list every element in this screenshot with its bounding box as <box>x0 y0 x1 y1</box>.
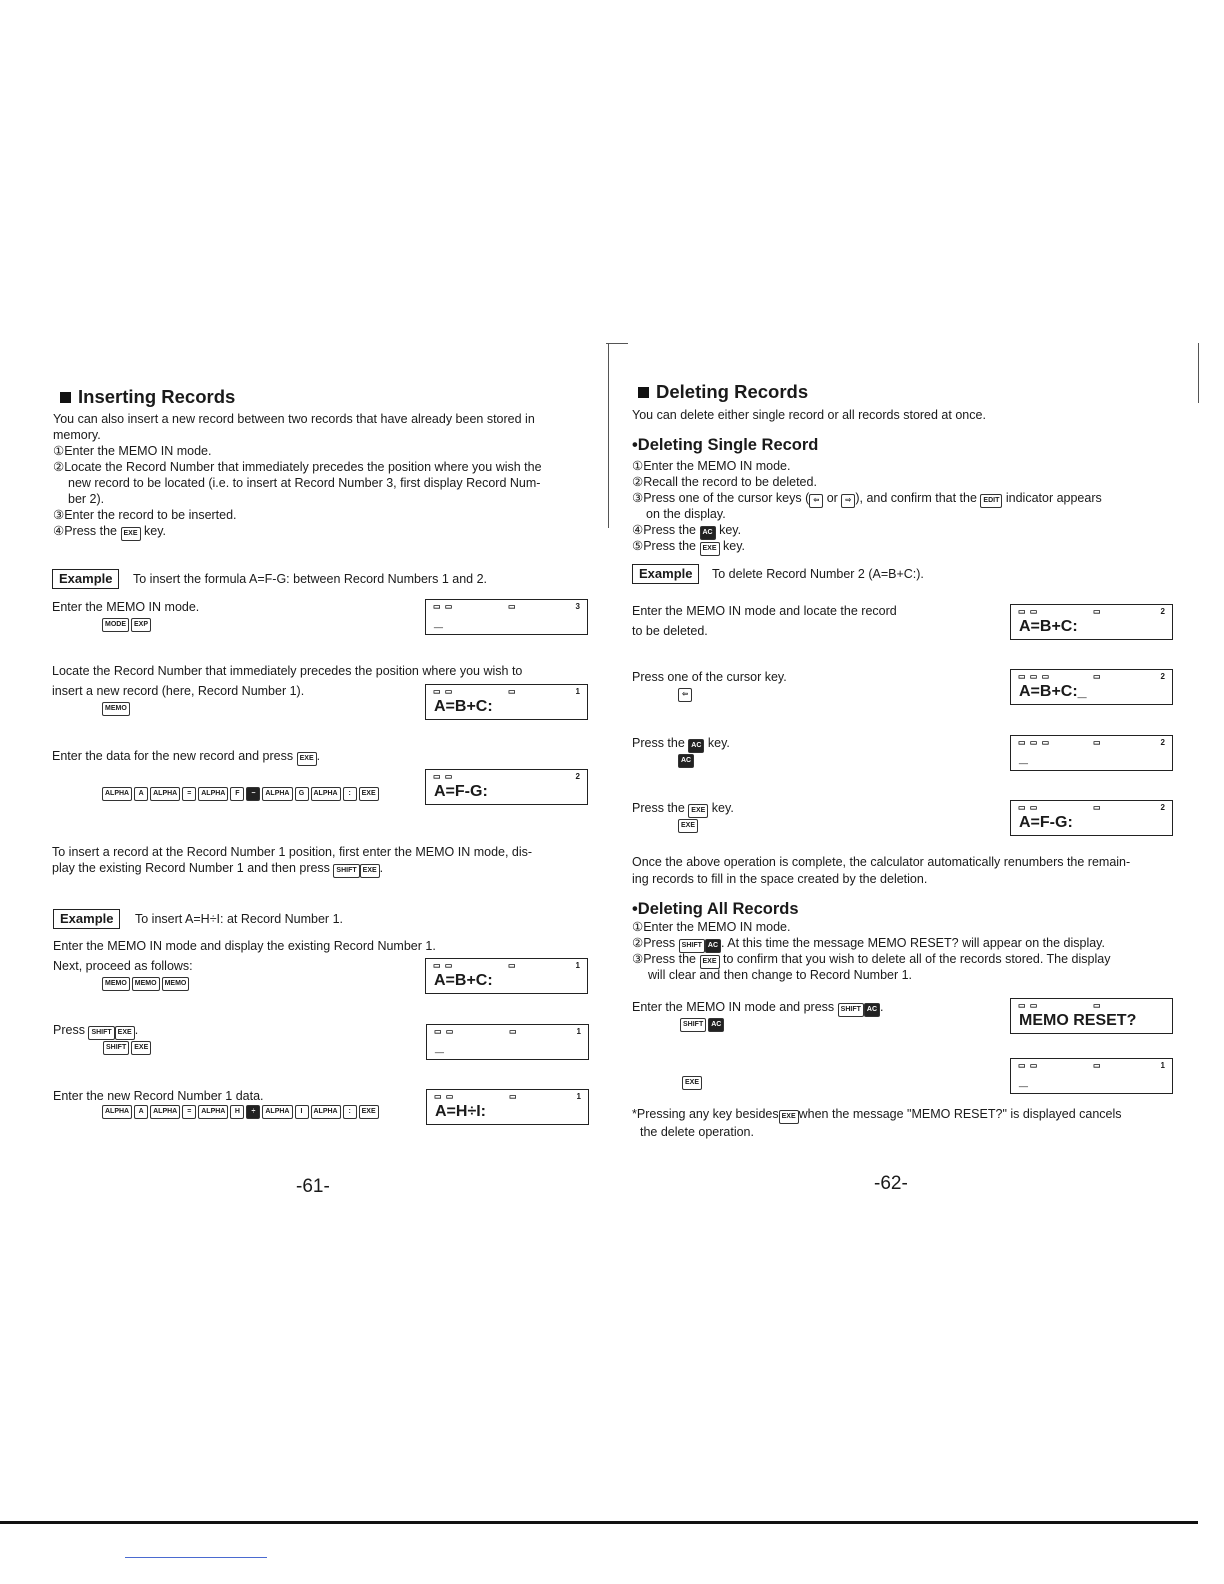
shift-key-icon: SHIFT <box>88 1026 114 1040</box>
alpha-key-icon: ALPHA <box>102 1105 132 1119</box>
exe-key-icon: EXE <box>121 527 141 541</box>
memo-key-icon: MEMO <box>102 977 130 991</box>
ex1-note-line-2: play the existing Record Number 1 and then press SHIFT EXE . <box>52 860 383 878</box>
all-step-3-text: ③Press the <box>632 952 697 966</box>
equals-key-icon: = <box>182 787 196 801</box>
memo-key-icon: MEMO <box>102 702 130 716</box>
equals-key-icon: = <box>182 1105 196 1119</box>
ex2-step-4-keys <box>102 1105 379 1119</box>
lcd-main-text: A=H÷I: <box>435 1103 487 1120</box>
ex3-step-4 <box>632 800 734 818</box>
right-page <box>612 0 1224 1584</box>
page-number-left: -61- <box>296 1176 330 1197</box>
ex1-step-2-line-2: insert a new record (here, Record Number 1). <box>52 684 305 698</box>
lcd-indicators: ▭ ▭ <box>1018 607 1039 616</box>
ex2-step-3: Press SHIFT EXE . <box>53 1022 138 1040</box>
cursor-left-key-icon: ⇦ <box>809 494 823 508</box>
example-3-caption: To delete Record Number 2 (A=B+C:). <box>712 567 924 581</box>
step-4 <box>53 523 166 541</box>
example-2-caption: To insert A=H÷I: at Record Number 1. <box>135 912 343 926</box>
lcd-display-5 <box>426 1024 589 1060</box>
lcd-indicators: ▭ ▭ <box>1018 1061 1039 1070</box>
h-key-icon: H <box>230 1105 244 1119</box>
renumber-note-line-1: Once the above operation is complete, the calculator automatically renumbers the remain- <box>632 855 1131 869</box>
g-key-icon: G <box>295 787 309 801</box>
renumber-note-line-2: ing records to fill in the space created by the deletion. <box>632 872 928 886</box>
exe-key-icon: EXE <box>682 1076 702 1090</box>
lcd-indicators: ▭ ▭ <box>1018 803 1039 812</box>
mode-key-icon: MODE <box>102 618 129 632</box>
exe-key-icon: EXE <box>359 1105 379 1119</box>
lcd-indicators: ▭ ▭ <box>433 961 454 970</box>
ex3-step-1-line-2: to be deleted. <box>632 624 708 638</box>
alpha-key-icon: ALPHA <box>198 1105 228 1119</box>
lcd-record-number: 2 <box>1160 803 1165 812</box>
lcd-main-text: A=F-G: <box>434 783 488 800</box>
lcd-indicators: ▭ ▭ <box>434 1027 455 1036</box>
lcd-record-number: 1 <box>575 961 580 970</box>
lcd-record-indicator: ▭ <box>508 602 516 611</box>
shift-key-icon: SHIFT <box>680 1018 706 1032</box>
exe-key-icon: EXE <box>297 752 317 766</box>
ex2-step-3-text: Press <box>53 1023 85 1037</box>
exe-key-icon: EXE <box>779 1110 799 1124</box>
lcd-display-1 <box>425 599 588 635</box>
single-step-2: ②Recall the record to be deleted. <box>632 475 817 489</box>
step-2-line-2: new record to be located (i.e. to insert at Record Number 3, first display Record Num- <box>68 476 541 490</box>
lcd-main-text: MEMO RESET? <box>1019 1012 1137 1029</box>
shift-key-icon: SHIFT <box>103 1041 129 1055</box>
ex2-step-4: Enter the new Record Number 1 data. <box>53 1089 264 1103</box>
alpha-key-icon: ALPHA <box>262 787 292 801</box>
intro-line-1: You can also insert a new record between two records that have already been stored in <box>53 412 535 426</box>
colon-key-icon: : <box>343 787 357 801</box>
left-page <box>0 0 605 1584</box>
alpha-key-icon: ALPHA <box>311 787 341 801</box>
example-1-label: Example <box>52 569 119 589</box>
edit-indicator-icon: EDIT <box>980 494 1002 508</box>
ex3-step-2-keys <box>678 688 692 702</box>
lcd-indicators: ▭ ▭ <box>433 687 454 696</box>
single-step-5-text: ⑤Press the <box>632 539 697 553</box>
all-step-2-text: ②Press <box>632 936 676 950</box>
all-ex-step-1-keys <box>680 1018 724 1032</box>
ex3-step-3-text: Press the <box>632 736 685 750</box>
shift-key-icon: SHIFT <box>838 1003 864 1017</box>
divide-key-icon: ÷ <box>246 1105 260 1119</box>
lcd-display-12 <box>1010 1058 1173 1094</box>
lcd-record-number: 1 <box>576 1092 581 1101</box>
colon-key-icon: : <box>343 1105 357 1119</box>
lcd-record-indicator: ▭ <box>1093 1061 1101 1070</box>
key-word: key. <box>723 539 745 553</box>
ac-key-icon: AC <box>678 754 694 768</box>
ex1-note-line-1: To insert a record at the Record Number 1 position, first enter the MEMO IN mode, dis- <box>52 845 533 859</box>
step-4-text: ④Press the <box>53 524 118 538</box>
minus-key-icon: − <box>246 787 260 801</box>
lcd-record-indicator: ▭ <box>1093 607 1101 616</box>
bottom-blue-line <box>125 1557 267 1558</box>
memo-key-icon: MEMO <box>132 977 160 991</box>
exe-key-icon: EXE <box>700 955 720 969</box>
all-step-3-text-b: to confirm that you wish to delete all of the records stored. The display <box>723 952 1111 966</box>
alpha-key-icon: ALPHA <box>150 787 180 801</box>
exe-key-icon: EXE <box>678 819 698 833</box>
ex2-step-3-keys <box>103 1041 151 1055</box>
single-step-3-line-2: on the display. <box>646 507 726 521</box>
lcd-indicators: ▭ ▭ <box>433 602 454 611</box>
section-title-inserting: Inserting Records <box>60 386 235 408</box>
exe-key-icon: EXE <box>360 864 380 878</box>
lcd-display-9 <box>1010 735 1173 771</box>
lcd-record-indicator: ▭ <box>1093 803 1101 812</box>
ex1-step-1-keys <box>102 618 151 632</box>
all-ex-step-1: Enter the MEMO IN mode and press SHIFT AC . <box>632 999 884 1017</box>
ac-key-icon: AC <box>688 739 704 753</box>
single-step-5 <box>632 538 745 556</box>
exe-key-icon: EXE <box>131 1041 151 1055</box>
ex2-step-2: Next, proceed as follows: <box>53 959 193 973</box>
single-step-3-text-c: indicator appears <box>1005 491 1102 505</box>
exe-key-icon: EXE <box>700 542 720 556</box>
example-3-label: Example <box>632 564 699 584</box>
all-step-1: ①Enter the MEMO IN mode. <box>632 920 791 934</box>
ex2-step-2-keys <box>102 977 189 991</box>
exe-key-icon: EXE <box>115 1026 135 1040</box>
ac-key-icon: AC <box>705 939 721 953</box>
lcd-display-3 <box>425 769 588 805</box>
bullet-square-icon <box>60 392 71 403</box>
lcd-display-7 <box>1010 604 1173 640</box>
lcd-record-number: 2 <box>1160 738 1165 747</box>
intro-line-2: memory. <box>53 428 101 442</box>
corner-mark <box>606 343 628 344</box>
ex3-step-1-line-1: Enter the MEMO IN mode and locate the record <box>632 604 897 618</box>
footnote-line-1 <box>632 1106 1122 1124</box>
ex1-step-2-line-1: Locate the Record Number that immediately precedes the position where you wish to <box>52 664 523 678</box>
single-step-1: ①Enter the MEMO IN mode. <box>632 459 791 473</box>
all-ex-step-1-text: Enter the MEMO IN mode and press <box>632 1000 835 1014</box>
lcd-main-text: A=B+C: <box>434 698 493 715</box>
lcd-indicators: ▭ ▭ <box>434 1092 455 1101</box>
shift-key-icon: SHIFT <box>679 939 705 953</box>
lcd-display-10 <box>1010 800 1173 836</box>
alpha-key-icon: ALPHA <box>150 1105 180 1119</box>
alpha-key-icon: ALPHA <box>262 1105 292 1119</box>
exe-key-icon: EXE <box>359 787 379 801</box>
spine-line-top <box>608 343 609 528</box>
ex1-step-1: Enter the MEMO IN mode. <box>52 600 200 614</box>
ex1-step-3-keys <box>102 787 379 801</box>
ex3-step-4-keys <box>678 819 698 833</box>
ex3-step-3 <box>632 735 730 753</box>
lcd-record-indicator: ▭ <box>1093 1001 1101 1010</box>
cursor-right-key-icon: ⇨ <box>841 494 855 508</box>
lcd-main-text: _ <box>1019 749 1028 766</box>
footnote-text-b: when the message "MEMO RESET?" is displayed cancels <box>798 1107 1122 1121</box>
lcd-indicators: ▭ ▭ ▭ <box>1018 738 1051 747</box>
key-word: key. <box>719 523 742 537</box>
ex3-step-4-text: Press the <box>632 801 685 815</box>
or-text: or <box>826 491 838 505</box>
alpha-key-icon: ALPHA <box>311 1105 341 1119</box>
ex1-step-2-keys <box>102 702 130 716</box>
lcd-display-6 <box>426 1089 589 1125</box>
shift-key-icon: SHIFT <box>333 864 359 878</box>
i-key-icon: I <box>295 1105 309 1119</box>
lcd-main-text: _ <box>435 1038 444 1055</box>
a-key-icon: A <box>134 787 148 801</box>
ex3-step-2: Press one of the cursor key. <box>632 670 787 684</box>
lcd-record-indicator: ▭ <box>509 1092 517 1101</box>
lcd-main-text: _ <box>434 613 443 630</box>
key-word: key. <box>711 801 734 815</box>
lcd-main-text: A=F-G: <box>1019 814 1073 831</box>
ac-key-icon: AC <box>864 1003 880 1017</box>
ex3-step-3-keys <box>678 754 694 768</box>
footnote-line-2: the delete operation. <box>640 1125 754 1139</box>
all-step-3-line-2: will clear and then change to Record Number 1. <box>648 968 913 982</box>
right-edge-line <box>1198 343 1199 403</box>
section-title-deleting: Deleting Records <box>638 381 808 403</box>
ex2-step-1: Enter the MEMO IN mode and display the existing Record Number 1. <box>53 939 436 953</box>
step-2-line-3: ber 2). <box>68 492 105 506</box>
lcd-record-number: 2 <box>1160 607 1165 616</box>
lcd-display-2 <box>425 684 588 720</box>
lcd-record-number: 3 <box>575 602 580 611</box>
lcd-indicators: ▭ ▭ <box>433 772 454 781</box>
step-3: ③Enter the record to be inserted. <box>53 508 237 522</box>
lcd-main-text: A=B+C: <box>1019 618 1078 635</box>
key-word: key. <box>707 736 730 750</box>
single-step-3-text: ③Press one of the cursor keys ( <box>632 491 810 505</box>
bullet-square-icon <box>638 387 649 398</box>
lcd-main-text: A=B+C: <box>434 972 493 989</box>
lcd-main-text: _ <box>1019 1072 1028 1089</box>
lcd-record-number: 1 <box>576 1027 581 1036</box>
lcd-indicators: ▭ ▭ ▭ <box>1018 672 1051 681</box>
all-step-2-text-b: . At this time the message MEMO RESET? will appear on the display. <box>721 936 1105 950</box>
lcd-record-indicator: ▭ <box>509 1027 517 1036</box>
lcd-record-indicator: ▭ <box>1093 738 1101 747</box>
step-4-suffix: key. <box>144 524 166 538</box>
heading-single-record: •Deleting Single Record <box>632 436 819 454</box>
delete-intro: You can delete either single record or all records stored at once. <box>632 408 986 422</box>
exe-key-icon: EXE <box>688 804 708 818</box>
page-number-right: -62- <box>874 1173 908 1194</box>
ex1-step-3-text: Enter the data for the new record and press <box>52 749 294 763</box>
cursor-left-key-icon: ⇦ <box>678 688 692 702</box>
example-1-caption: To insert the formula A=F-G: between Record Numbers 1 and 2. <box>133 572 487 586</box>
ac-key-icon: AC <box>700 526 716 540</box>
ex1-note-text: play the existing Record Number 1 and then press <box>52 861 330 875</box>
step-2-line-1: ②Locate the Record Number that immediately precedes the position where you wish the <box>53 460 542 474</box>
lcd-record-indicator: ▭ <box>508 961 516 970</box>
lcd-record-indicator: ▭ <box>508 687 516 696</box>
lcd-display-11 <box>1010 998 1173 1034</box>
lcd-display-4 <box>425 958 588 994</box>
alpha-key-icon: ALPHA <box>102 787 132 801</box>
lcd-record-number: 1 <box>1160 1061 1165 1070</box>
alpha-key-icon: ALPHA <box>198 787 228 801</box>
memo-key-icon: MEMO <box>162 977 190 991</box>
f-key-icon: F <box>230 787 244 801</box>
heading-all-records: •Deleting All Records <box>632 900 799 918</box>
lcd-main-text: A=B+C:_ <box>1019 683 1087 700</box>
lcd-display-8 <box>1010 669 1173 705</box>
single-step-4-text: ④Press the <box>632 523 697 537</box>
ac-key-icon: AC <box>708 1018 724 1032</box>
example-2-label: Example <box>53 909 120 929</box>
single-step-3-text-b: ), and confirm that the <box>855 491 977 505</box>
all-ex-step-2-keys <box>682 1076 702 1090</box>
exp-key-icon: EXP <box>131 618 151 632</box>
footnote-text: *Pressing any key besides <box>632 1107 779 1121</box>
bottom-rule <box>0 1521 1198 1524</box>
lcd-indicators: ▭ ▭ <box>1018 1001 1039 1010</box>
lcd-record-number: 2 <box>1160 672 1165 681</box>
step-1: ①Enter the MEMO IN mode. <box>53 444 212 458</box>
lcd-record-indicator: ▭ <box>1093 672 1101 681</box>
ex1-step-3: Enter the data for the new record and press EXE . <box>52 748 320 766</box>
lcd-record-number: 2 <box>575 772 580 781</box>
lcd-record-number: 1 <box>575 687 580 696</box>
a-key-icon: A <box>134 1105 148 1119</box>
